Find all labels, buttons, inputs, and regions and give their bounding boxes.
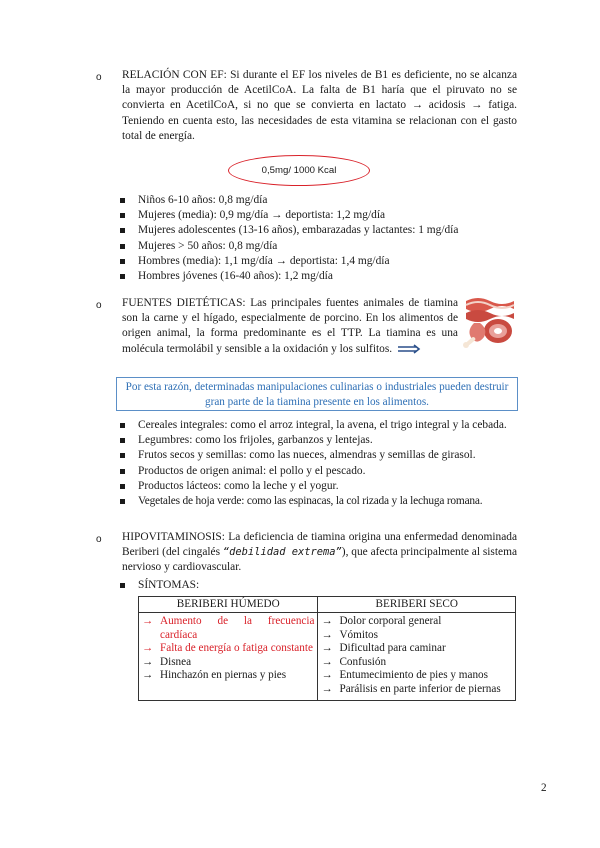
symptom-item: → Aumento de la frecuencia cardíaca — [142, 615, 315, 641]
arrow-right-icon: → — [321, 628, 333, 641]
list-item: Niños 6-10 años: 0,8 mg/día — [118, 193, 518, 208]
arrow-right-icon: → — [142, 642, 154, 655]
list-item: Mujeres > 50 años: 0,8 mg/día — [118, 239, 518, 254]
arrow-right-icon: → — [321, 682, 333, 695]
list-item: Vegetales de hoja verde: como las espinacas, la col rizada y la lechuga romana. — [118, 494, 518, 509]
symptom-item: → Hinchazón en piernas y pies — [142, 669, 287, 682]
list-item: Hombres (media): 1,1 mg/día → deportista: 1,4 mg/día — [118, 254, 518, 269]
arrow-right-icon: → — [142, 615, 154, 627]
table-header-humedo: BERIBERI HÚMEDO — [139, 597, 318, 613]
section-bullet: o — [96, 72, 102, 83]
list-item: Productos de origen animal: el pollo y el pescado. — [118, 464, 518, 479]
fuentes-paragraph: FUENTES DIETÉTICAS: Las principales fuentes animales de tiamina son la carne y el hígado, especialmente de porcino. En los alimentos de origen animal, la forma predominante es el TTP. La tiamina es una molécula termolábil y sensible a la oxidación y los sulfitos. — [122, 297, 458, 355]
list-item: Legumbres: como los frijoles, garbanzos y lentejas. — [118, 433, 518, 448]
sources-list — [118, 418, 518, 509]
list-item: Productos lácteos: como la leche y el yogur. — [118, 479, 518, 494]
info-note-box — [116, 377, 518, 411]
sintomas-heading-list — [118, 578, 418, 593]
arrow-right-icon: → — [142, 655, 154, 668]
sintomas-heading: SÍNTOMAS: — [118, 578, 418, 593]
arrow-right-icon: → — [321, 669, 333, 682]
hipo-paragraph: HIPOVITAMINOSIS: La deficiencia de tiamina origina una enfermedad denominada Beriberi (del cingalés “debilidad extrema”), que afecta principalmente al sistema nervioso y cardiovascular. — [122, 531, 517, 574]
list-item: Hombres jóvenes (16-40 años): 1,2 mg/día — [118, 269, 518, 284]
humedo-cell — [139, 613, 318, 701]
symptom-item: → Parálisis en parte inferior de piernas — [321, 682, 501, 695]
symptom-item: → Confusión — [321, 655, 387, 668]
section-bullet: o — [96, 534, 102, 545]
symptom-item: → Dificultad para caminar — [321, 642, 446, 655]
list-item: Mujeres (media): 0,9 mg/día → deportista: 1,2 mg/día — [118, 208, 518, 223]
arrow-right-icon: → — [321, 615, 333, 627]
symptom-item: → Dolor corporal general — [321, 615, 442, 627]
requirements-list — [118, 193, 518, 284]
oval-label: 0,5mg/ 1000 Kcal — [261, 164, 337, 176]
symptom-item: → Disnea — [142, 655, 192, 668]
arrow-right-icon — [397, 344, 423, 354]
seco-cell — [318, 613, 516, 701]
relacion-paragraph: RELACIÓN CON EF: Si durante el EF los niveles de B1 es deficiente, no se alcanza la mayor producción de AcetilCoA. La falta de B1 haría que el piruvato no se convierta en AcetilCoA, si no que se convierta en lactato → acidosis → fatiga. Teniendo en cuenta esto, las necesidades de esta vitamina se relacionan con el gasto total de energía. — [122, 69, 517, 142]
arrow-right-icon: → — [321, 655, 333, 668]
requirement-oval — [228, 155, 370, 186]
arrow-right-icon: → — [142, 669, 154, 682]
list-item: Cereales integrales: como el arroz integral, la avena, el trigo integral y la cebada. — [118, 418, 518, 433]
list-item: Frutos secos y semillas: como las nueces, almendras y semillas de girasol. — [118, 448, 518, 463]
arrow-right-icon: → — [321, 642, 333, 655]
info-note-text: Por esta razón, determinadas manipulaciones culinarias o industriales pueden destruir gran parte de la tiamina presente en los alimentos. — [125, 381, 509, 408]
symptom-item: → Entumecimiento de pies y manos — [321, 669, 488, 682]
meat-icon — [460, 293, 518, 351]
table-header-seco: BERIBERI SECO — [318, 597, 516, 613]
page-number: 2 — [541, 782, 547, 794]
symptoms-table — [138, 596, 516, 701]
symptom-item: → Vómitos — [321, 628, 379, 641]
list-item: Mujeres adolescentes (13-16 años), embarazadas y lactantes: 1 mg/día — [118, 223, 518, 238]
symptom-item: → Falta de energía o fatiga constante — [142, 642, 313, 655]
section-bullet: o — [96, 300, 102, 311]
